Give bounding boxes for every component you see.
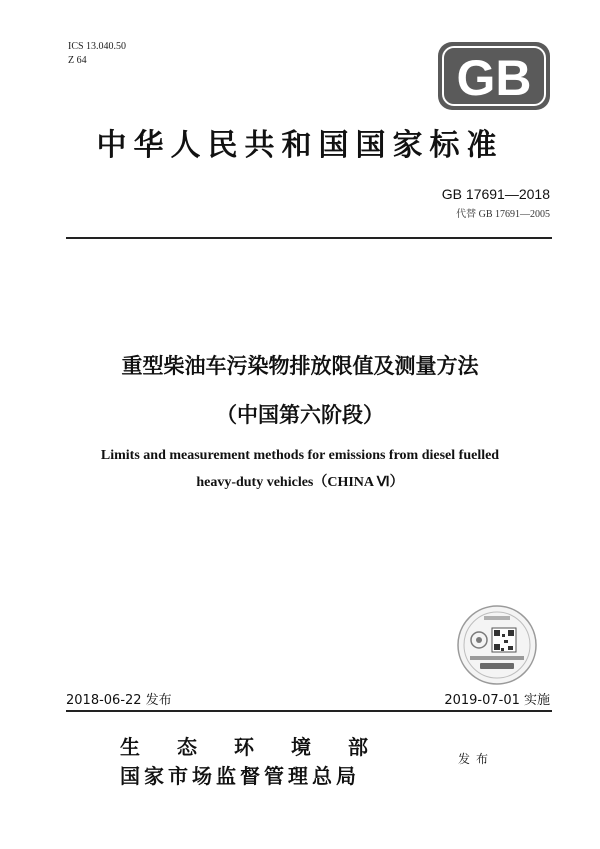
document-subtitle-cn: （中国第六阶段） bbox=[216, 403, 384, 427]
classification-codes bbox=[68, 40, 126, 68]
issuer-administration: 国家市场监督管理总局 bbox=[120, 764, 360, 788]
replaces-standard: 代替 GB 17691—2005 bbox=[456, 209, 550, 220]
implementation-date: 2019-07-01 实施 bbox=[444, 693, 550, 708]
document-title-cn: 重型柴油车污染物排放限值及测量方法 bbox=[121, 354, 479, 378]
publish-label: 发布 bbox=[458, 752, 495, 766]
document-title-en-line1: Limits and measurement methods for emissions from diesel fuelled bbox=[100, 448, 500, 463]
standard-number: GB 17691—2018 bbox=[441, 186, 550, 202]
gb-logo-icon bbox=[436, 40, 552, 112]
ics-code: ICS 13.040.50 bbox=[68, 41, 127, 52]
issuer-ministry: 生态环境部 bbox=[120, 735, 405, 759]
issue-date: 2018-06-22 发布 bbox=[66, 693, 172, 708]
document-title-en-line2: heavy-duty vehicles（CHINA Ⅵ） bbox=[196, 475, 404, 490]
top-divider bbox=[66, 237, 552, 239]
standard-title: 中华人民共和国国家标准 bbox=[96, 128, 504, 163]
anti-counterfeit-seal-icon bbox=[456, 604, 538, 686]
bottom-divider bbox=[66, 710, 552, 712]
gb-logo-text: GB bbox=[456, 50, 532, 106]
category-code: Z 64 bbox=[68, 55, 87, 66]
